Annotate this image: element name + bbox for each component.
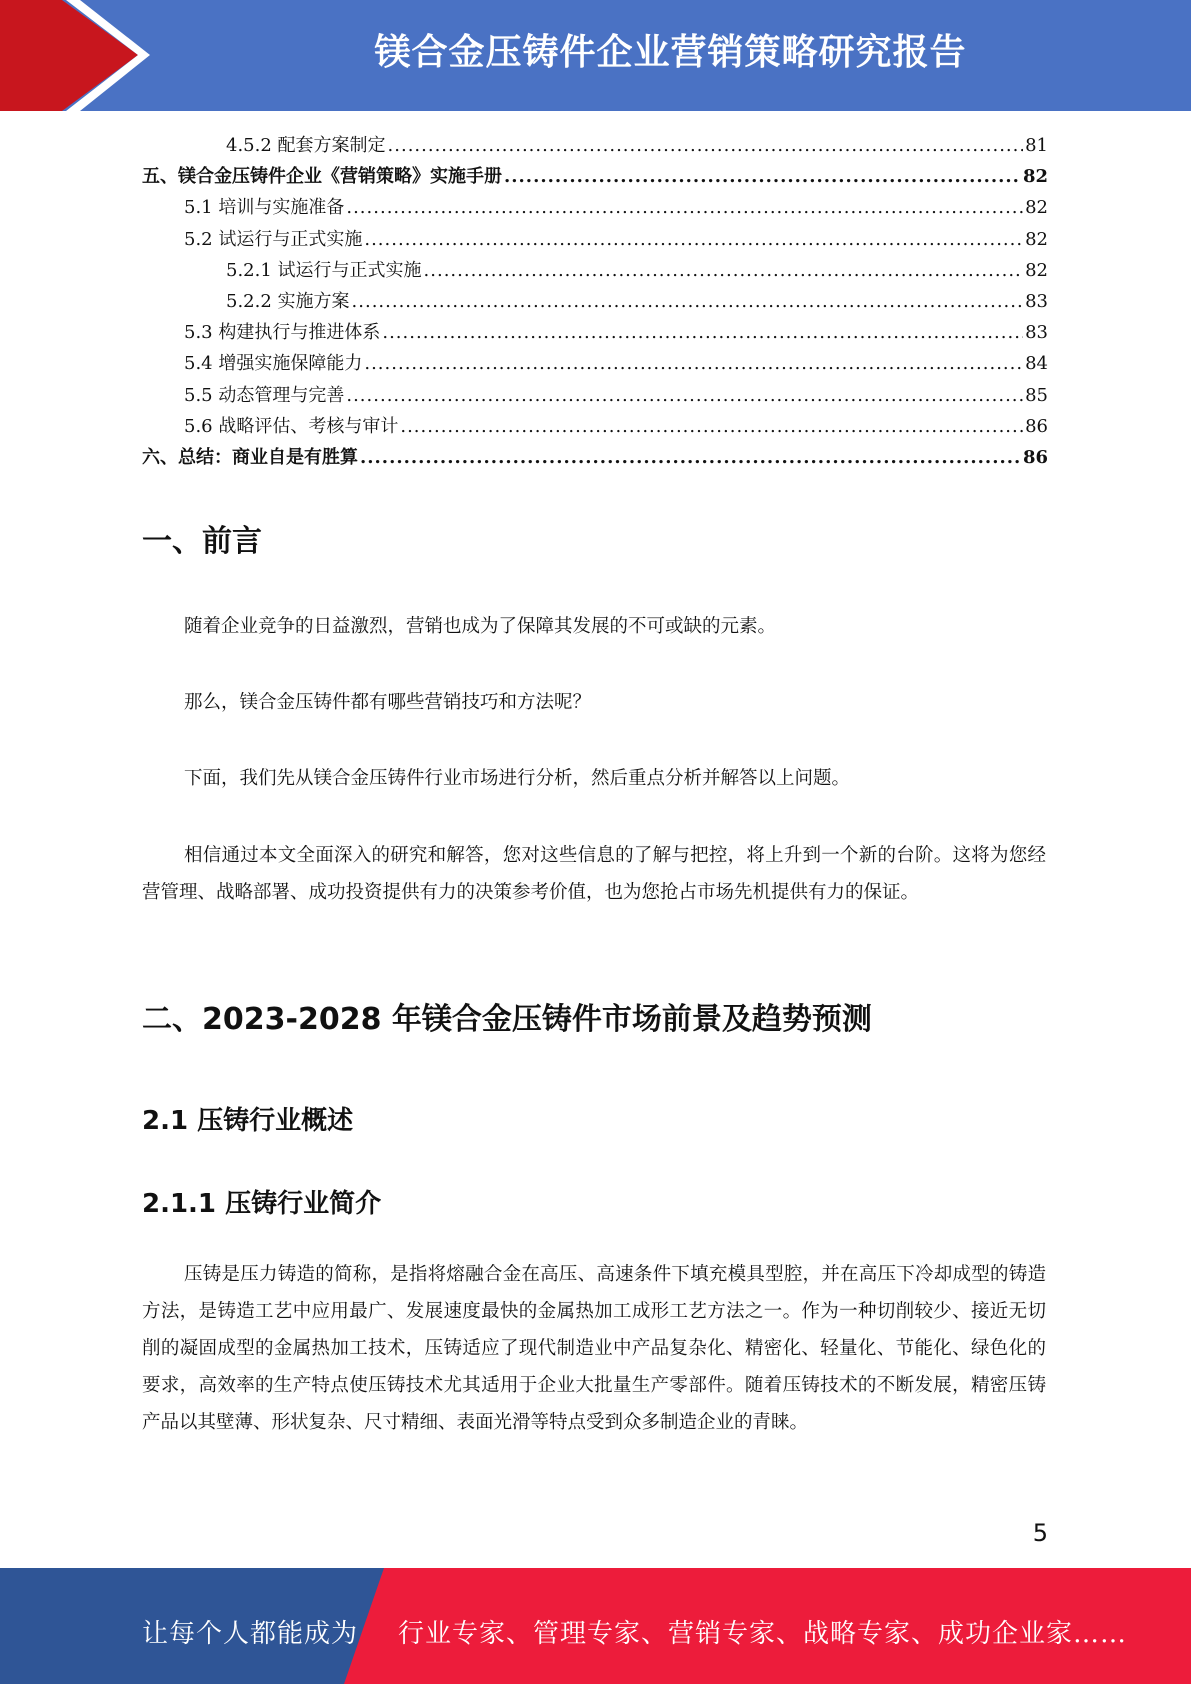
toc-leader-dots — [352, 286, 1024, 317]
toc-entry[interactable] — [142, 411, 1048, 442]
toc-entry-page: 82 — [1025, 259, 1048, 281]
toc-entry[interactable] — [142, 286, 1048, 317]
toc-entry-page: 82 — [1022, 166, 1048, 188]
report-title: 镁合金压铸件企业营销策略研究报告 — [374, 32, 967, 73]
toc-entry-label: 5.5 动态管理与完善 — [184, 384, 345, 406]
toc-entry-page: 81 — [1025, 135, 1048, 156]
toc-entry-label: 5.1 培训与实施准备 — [184, 197, 345, 219]
page-header — [0, 0, 1191, 111]
toc-leader-dots — [346, 380, 1023, 411]
paragraph: 相信通过本文全面深入的研究和解答，您对这些信息的了解与把控，将上升到一个新的台阶。这将为您经营管理、战略部署、成功投资提供有力的决策参考价值，也为您抢占市场先机提供有力的保证。 — [142, 845, 1046, 903]
toc-entry[interactable] — [142, 161, 1048, 192]
toc-leader-dots — [346, 192, 1023, 223]
toc-entry[interactable] — [142, 192, 1048, 223]
section-heading-market-outlook: 二、2023-2028 年镁合金压铸件市场前景及趋势预测 — [142, 1002, 872, 1037]
toc-leader-dots — [364, 224, 1023, 255]
toc-entry[interactable] — [142, 255, 1048, 286]
header-red-chevron — [0, 0, 150, 111]
toc-leader-dots — [364, 348, 1023, 379]
paragraph: 随着企业竞争的日益激烈，营销也成为了保障其发展的不可或缺的元素。 — [184, 616, 777, 637]
toc-entry-label: 5.6 战略评估、考核与审计 — [184, 415, 399, 437]
toc-entry-page: 86 — [1022, 446, 1048, 468]
paragraph: 那么，镁合金压铸件都有哪些营销技巧和方法呢？ — [184, 692, 592, 713]
paragraph: 下面，我们先从镁合金压铸件行业市场进行分析，然后重点分析并解答以上问题。 — [184, 768, 851, 789]
toc-leader-dots — [424, 255, 1024, 286]
toc-entry-label: 5.2.2 实施方案 — [226, 290, 350, 312]
section-heading-preface: 一、前言 — [142, 524, 262, 559]
toc-entry[interactable] — [142, 442, 1048, 473]
toc-entry-page: 82 — [1025, 228, 1048, 250]
toc-entry-label: 六、总结：商业自是有胜算 — [142, 446, 358, 468]
toc-leader-dots — [400, 411, 1023, 442]
toc-entry[interactable] — [142, 348, 1048, 379]
table-of-contents — [142, 130, 1048, 473]
page-number: 5 — [1032, 1519, 1048, 1547]
subsection-heading: 2.1.1 压铸行业简介 — [142, 1189, 382, 1219]
footer-slogan-right: 行业专家、管理专家、营销专家、战略专家、成功企业家…… — [398, 1619, 1128, 1649]
toc-entry-page: 86 — [1025, 415, 1048, 437]
toc-entry[interactable] — [142, 317, 1048, 348]
toc-entry-label: 五、镁合金压铸件企业《营销策略》实施手册 — [142, 166, 502, 188]
toc-entry-page: 83 — [1025, 290, 1048, 312]
toc-leader-dots — [388, 130, 1024, 161]
toc-entry-label: 5.3 构建执行与推进体系 — [184, 322, 381, 344]
toc-entry-label: 5.4 增强实施保障能力 — [184, 353, 363, 375]
toc-entry-page: 82 — [1025, 197, 1048, 219]
subsection-heading: 2.1 压铸行业概述 — [142, 1106, 354, 1136]
toc-leader-dots — [382, 317, 1023, 348]
toc-entry-label: 4.5.2 配套方案制定 — [226, 135, 386, 156]
toc-entry[interactable] — [142, 380, 1048, 411]
toc-entry-page: 84 — [1025, 353, 1048, 375]
footer-slogan-left: 让每个人都能成为 — [142, 1619, 359, 1649]
paragraph: 压铸是压力铸造的简称，是指将熔融合金在高压、高速条件下填充模具型腔，并在高压下冷却成型的铸造方法，是铸造工艺中应用最广、发展速度最快的金属热加工成形工艺方法之一。作为一种切削较少、接近无切削的凝固成型的金属热加工技术，压铸适应了现代制造业中产品复杂化、精密化、轻量化、节能化、绿色化的要求，高效率的生产特点使压铸技术尤其适用于企业大批量生产零部件。随着压铸技术的不断发展，精密压铸产品以其壁薄、形状复杂、尺寸精细、表面光滑等特点受到众多制造企业的青睐。 — [142, 1264, 1046, 1433]
toc-entry-label: 5.2.1 试运行与正式实施 — [226, 259, 422, 281]
toc-leader-dots — [360, 442, 1021, 473]
toc-entry[interactable] — [142, 224, 1048, 255]
toc-entry[interactable] — [142, 130, 1048, 161]
toc-leader-dots — [504, 161, 1021, 192]
toc-entry-page: 83 — [1025, 322, 1048, 344]
toc-entry-page: 85 — [1025, 384, 1048, 406]
page-footer — [0, 1568, 1191, 1684]
toc-entry-label: 5.2 试运行与正式实施 — [184, 228, 363, 250]
